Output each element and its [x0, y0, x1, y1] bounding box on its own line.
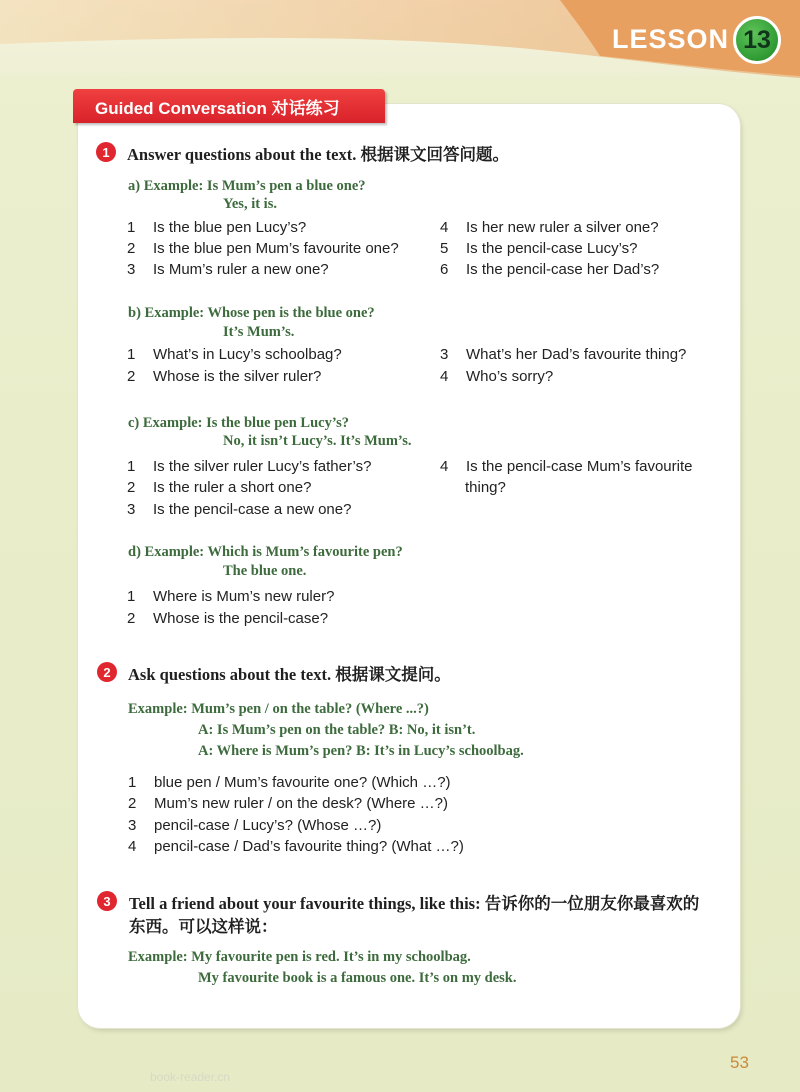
list-item: 1 Is the silver ruler Lucy’s father’s?	[127, 458, 372, 475]
watermark: book-reader.cn	[150, 1070, 231, 1084]
list-item: 1 Is the blue pen Lucy’s?	[127, 219, 307, 236]
exercise-2-example-line3: A: Where is Mum’s pen? B: It’s in Lucy’s schoolbag.	[198, 743, 524, 759]
exercise-3-example-line1: Example: My favourite pen is red. It’s in my schoolbag.	[128, 949, 471, 965]
list-item: 4 Who’s sorry?	[440, 368, 554, 385]
list-item: 6 Is the pencil-case her Dad’s?	[440, 261, 660, 278]
lesson-number-badge: 13	[733, 16, 781, 64]
list-item: 2 Is the ruler a short one?	[127, 479, 312, 496]
list-item: 1 What’s in Lucy’s schoolbag?	[127, 346, 342, 363]
example-c-line1: c) Example: Is the blue pen Lucy’s?	[128, 415, 349, 431]
list-item: 2 Whose is the pencil-case?	[127, 610, 329, 627]
exercise-2-number: 2	[97, 662, 117, 682]
list-item: 4 pencil-case / Dad’s favourite thing? (What …?)	[128, 838, 464, 855]
example-a-line1: a) Example: Is Mum’s pen a blue one?	[128, 178, 366, 194]
list-item: 3 Is Mum’s ruler a new one?	[127, 261, 329, 278]
example-c-line2: No, it isn’t Lucy’s. It’s Mum’s.	[223, 433, 412, 449]
list-item: 3 What’s her Dad’s favourite thing?	[440, 346, 687, 363]
list-item: 5 Is the pencil-case Lucy’s?	[440, 240, 638, 257]
exercise-2-example-line2: A: Is Mum’s pen on the table? B: No, it isn’t.	[198, 722, 476, 738]
section-title: Guided Conversation 对话练习	[95, 98, 340, 118]
list-item: 1 Where is Mum’s new ruler?	[127, 588, 335, 605]
exercise-3-example-line2: My favourite book is a famous one. It’s on my desk.	[198, 970, 517, 986]
list-item: 2 Whose is the silver ruler?	[127, 368, 322, 385]
list-item: 4 Is the pencil-case Mum’s favourite	[440, 458, 693, 475]
example-b-line2: It’s Mum’s.	[223, 324, 295, 340]
example-d-line2: The blue one.	[223, 563, 307, 579]
list-item: 4 Is her new ruler a silver one?	[440, 219, 659, 236]
list-item: 1 blue pen / Mum’s favourite one? (Which …?)	[128, 774, 451, 791]
example-d-line1: d) Example: Which is Mum’s favourite pen?	[128, 544, 403, 560]
list-item: 3 Is the pencil-case a new one?	[127, 501, 352, 518]
section-title-tab	[73, 89, 385, 123]
exercise-1-title: Answer questions about the text. 根据课文回答问题。	[127, 145, 509, 164]
list-item: 2 Mum’s new ruler / on the desk? (Where …?)	[128, 795, 449, 812]
exercise-2-title: Ask questions about the text. 根据课文提问。	[128, 665, 451, 684]
exercise-2-example-line1: Example: Mum’s pen / on the table? (Where ...?)	[128, 701, 429, 717]
example-a-line2: Yes, it is.	[223, 196, 277, 212]
exercise-1-number: 1	[96, 142, 116, 162]
list-item: 2 Is the blue pen Mum’s favourite one?	[127, 240, 399, 257]
lesson-label: LESSON	[612, 24, 730, 54]
example-b-line1: b) Example: Whose pen is the blue one?	[128, 305, 375, 321]
exercise-3-number: 3	[97, 891, 117, 911]
list-item: 3 pencil-case / Lucy’s? (Whose …?)	[128, 817, 382, 834]
exercise-3-title-line2: 东西。可以这样说：	[129, 917, 278, 936]
page-number: 53	[730, 1053, 749, 1072]
exercise-3-title-line1: Tell a friend about your favourite things, like this: 告诉你的一位朋友你最喜欢的	[129, 894, 700, 913]
list-item-continuation: thing?	[465, 479, 506, 496]
